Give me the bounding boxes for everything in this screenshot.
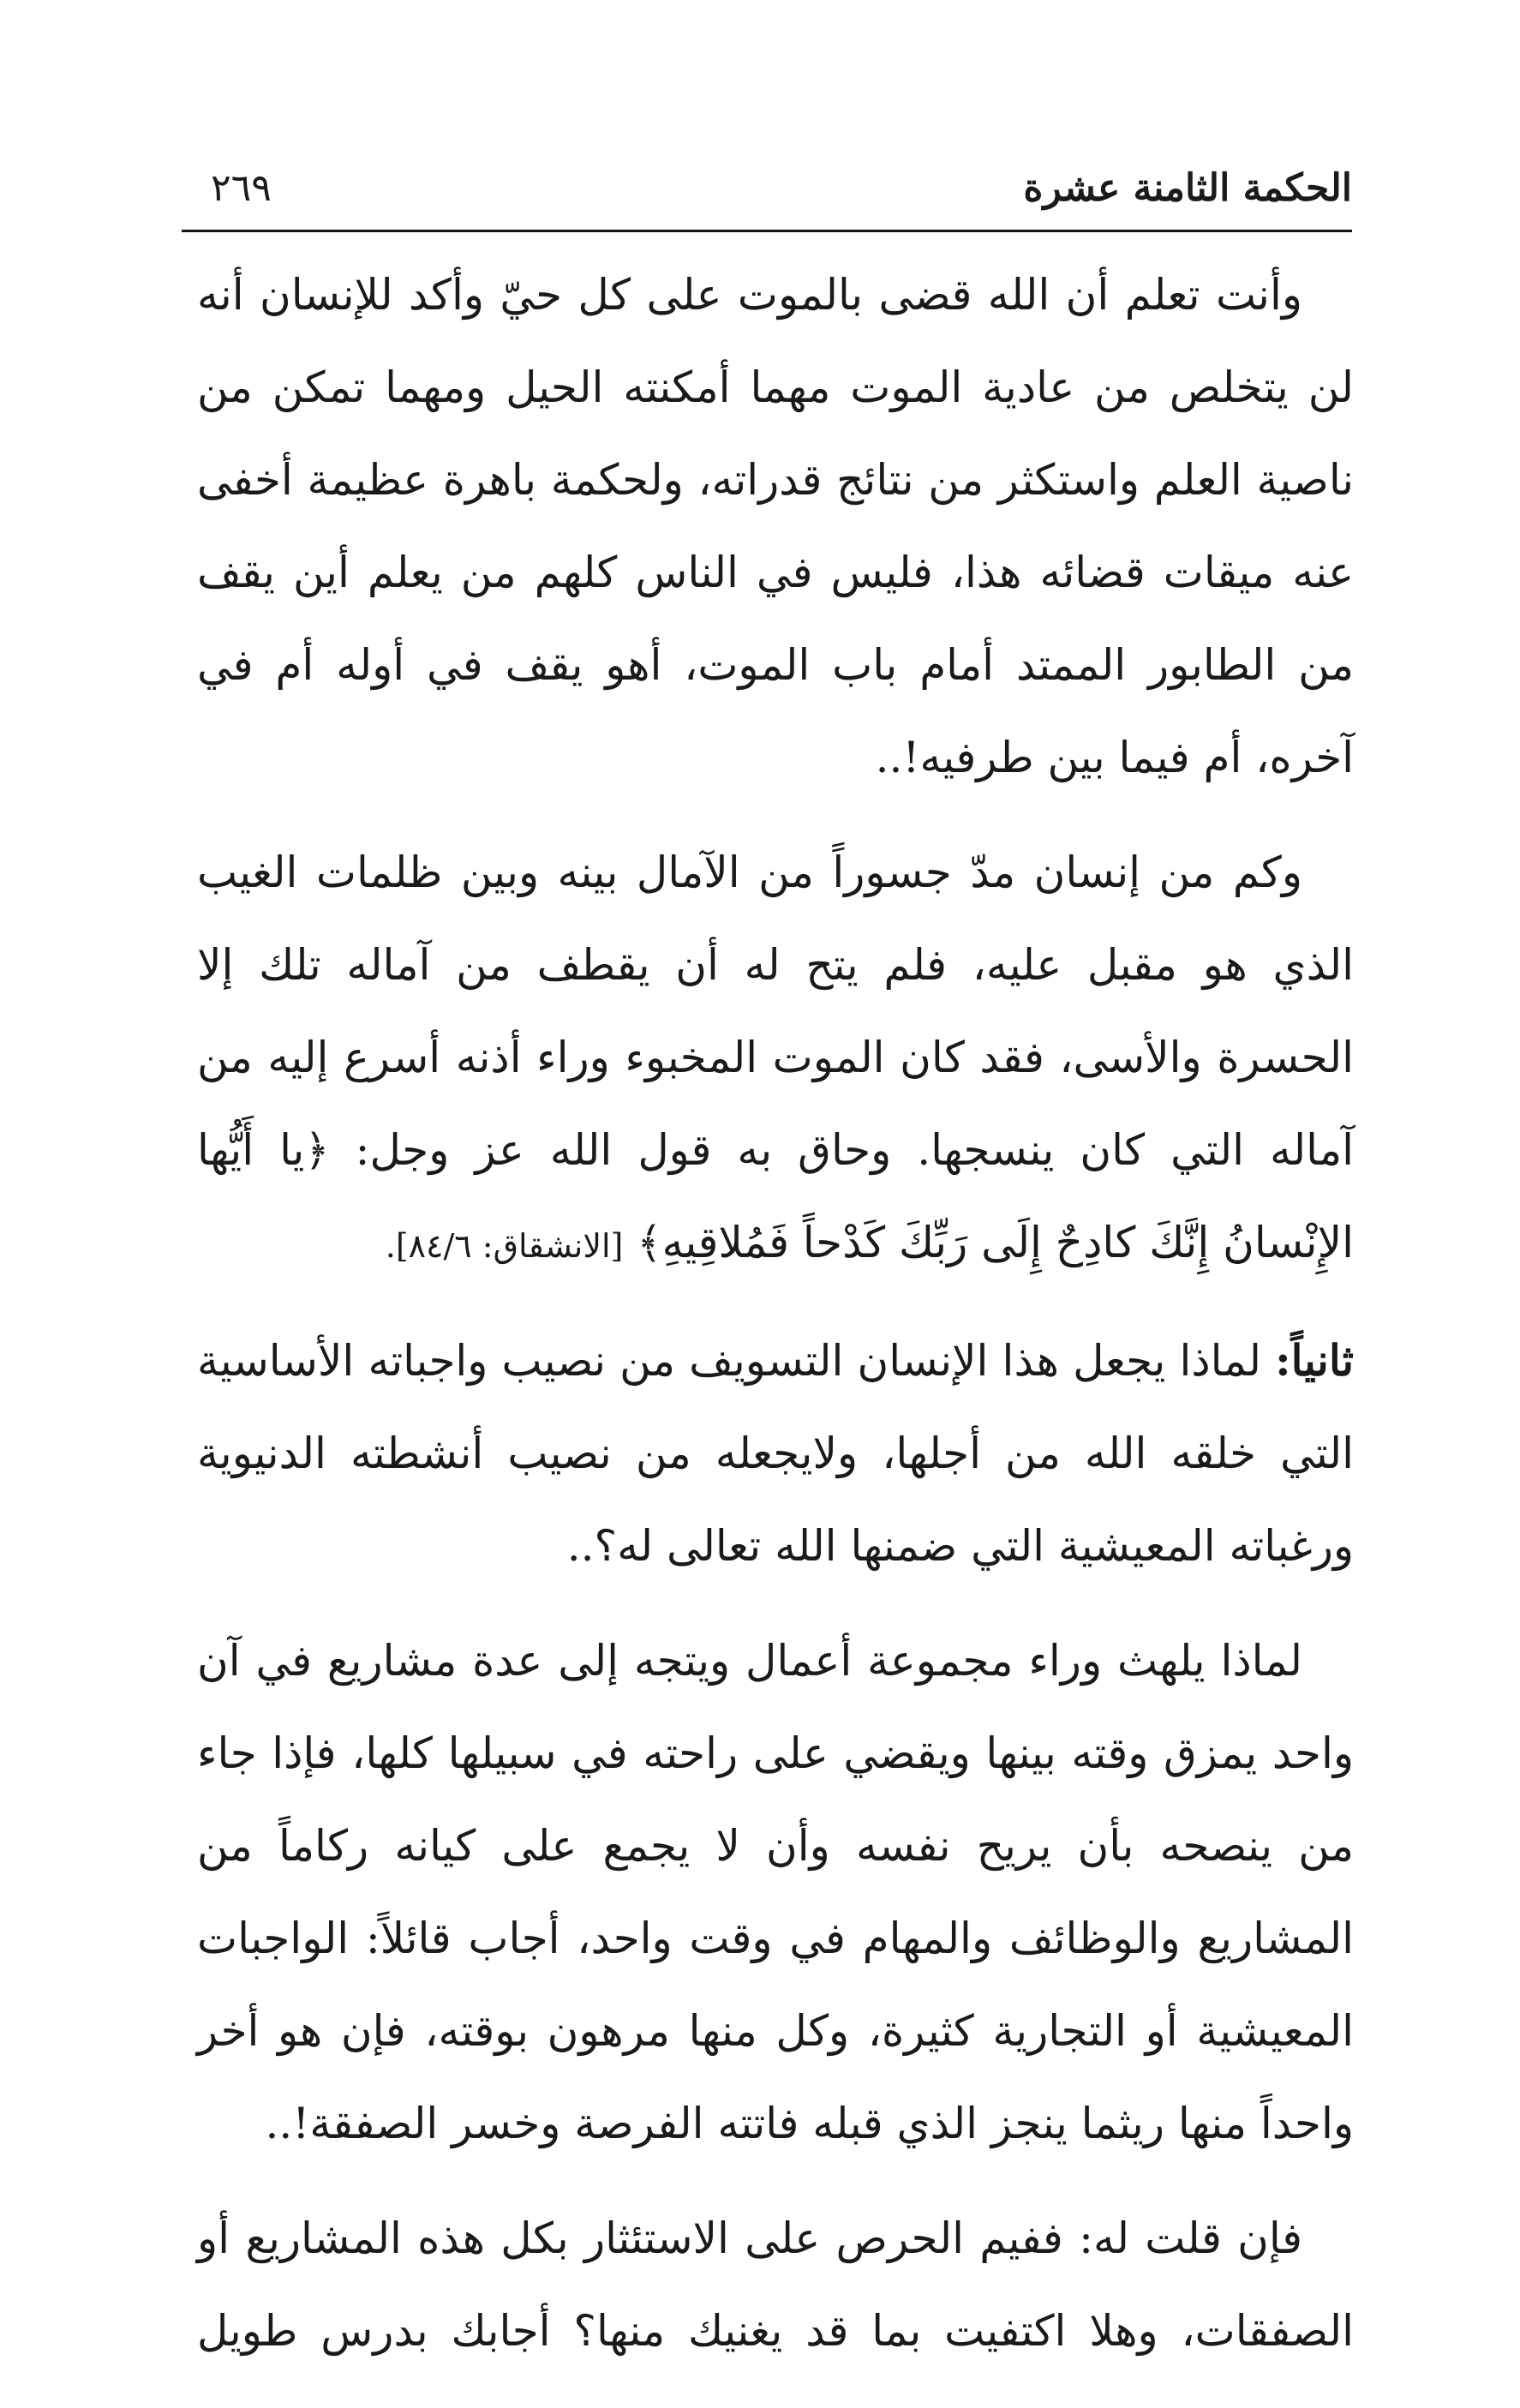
paragraph-2 (197, 826, 1354, 1292)
body-text (197, 249, 1354, 2399)
paragraph-text: وأنت تعلم أن الله قضى بالموت على كل حيّ وأكد للإنسان أنه لن يتخلص من عادية الموت مهما أمكنته الحيل ومهما تمكن من ناصية العلم واستكثر من نتائج قدراته، ولحكمة باهرة عظيمة أخفى عنه ميقات قضائه هذا، فليس في الناس كلهم من يعلم أين يقف من الطابور الممتد أمام باب الموت، أهو يقف في أوله أم في آخره، أم فيما بين طرفيه!.. (197, 270, 1354, 782)
paragraph-4 (197, 1614, 1354, 2170)
paragraph-lead: ثانياً: (1275, 1335, 1354, 1386)
paragraph-text: لماذا يجعل هذا الإنسان التسويف من نصيب واجباته الأساسية التي خلقه الله من أجلها، ولايجعله من نصيب أنشطته الدنيوية ورغباته المعيشية التي ضمنها الله تعالى له؟.. (197, 1336, 1354, 1571)
running-header (182, 161, 1352, 232)
paragraph-text: فإن قلت له: ففيم الحرص على الاستئثار بكل هذه المشاريع أو الصفقات، وهلا اكتفيت بما قد يغنيك منها؟ أجابك بدرس طويل (197, 2213, 1354, 2356)
quran-verse: ﴿يا أَيُّها الإِنْسانُ إِنَّكَ كادِحٌ إِلَى رَبِّكَ كَدْحاً فَمُلاقِيهِ﴾ (197, 1125, 1354, 1267)
page-number: ٢٦٩ (211, 166, 272, 210)
paragraph-3 (197, 1315, 1354, 1592)
paragraph-text: وكم من إنسان مدّ جسوراً من الآمال بينه وبين ظلمات الغيب الذي هو مقبل عليه، فلم يتح له أن يقطف من آماله تلك إلا الحسرة والأسى، فقد كان الموت المخبوء وراء أذنه أسرع إليه من آماله التي كان ينسجها. وحاق به قول الله عز وجل: (197, 848, 1354, 1175)
verse-citation: [الانشقاق: ٨٤/٦]. (385, 1227, 624, 1265)
paragraph-5 (197, 2192, 1354, 2377)
chapter-title: الحكمة الثامنة عشرة (1023, 166, 1352, 210)
paragraph-text: لماذا يلهث وراء مجموعة أعمال ويتجه إلى عدة مشاريع في آن واحد يمزق وقته بينها ويقضي على راحته في سبيلها كلها، فإذا جاء من ينصحه بأن يريح نفسه وأن لا يجمع على كيانه ركاماً من المشاريع والوظائف والمهام في وقت واحد، أجاب قائلاً: الواجبات المعيشية أو التجارية كثيرة، وكل منها مرهون بوقته، فإن هو أخر واحداً منها ريثما ينجز الذي قبله فاتته الفرصة وخسر الصفقة!.. (197, 1636, 1354, 2148)
paragraph-1 (197, 249, 1354, 804)
